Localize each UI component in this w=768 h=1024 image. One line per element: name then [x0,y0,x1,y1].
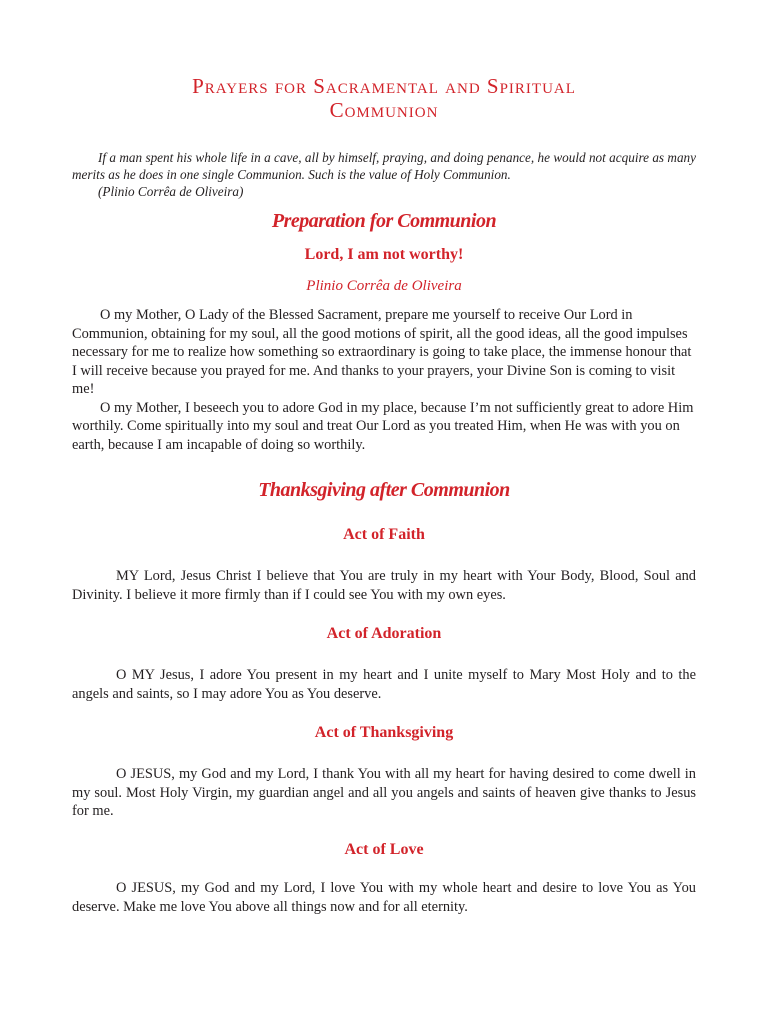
act-text-faith [72,567,696,604]
act-title-love: Act of Love [344,841,424,858]
act-paragraph: O MY Jesus, I adore You present in my heart and I unite myself to Mary Most Holy and to the angels and saints, so I may adore You as You deserve. [72,667,696,702]
act-paragraph: O JESUS, my God and my Lord, I thank You with all my heart for having desired to come dwell in my soul. Most Holy Virgin, my guardian angel and all you angels and saints of heaven give thanks to Jesus for me. [72,766,696,819]
section-heading-preparation: Preparation for Communion [271,210,497,232]
act-title-faith: Act of Faith [343,526,425,543]
prayer-author: Plinio Corrêa de Oliveira [306,278,462,294]
act-text-thanksgiving [72,765,696,821]
act-text-adoration [72,666,696,703]
quote-attribution: (Plinio Corrêa de Oliveira) [98,184,244,199]
act-text-love [72,879,696,916]
preparation-prayer-text [72,306,696,454]
act-title-thanksgiving: Act of Thanksgiving [314,724,454,741]
page-title [0,74,768,122]
section-heading-thanksgiving: Thanksgiving after Communion [258,479,510,501]
page-title-line-2: Communion [329,98,439,122]
prayer-paragraph: O my Mother, O Lady of the Blessed Sacrament, prepare me yourself to receive Our Lord in Communion, obtaining for my soul, all the good motions of spirit, all the good ideas, all the good impulses necessary for me to realize how something so extraordinary is going to take place, the immense honour that I will receive because you prayed for me. And thanks to your prayers, your Divine Son is coming to visit me! [72,307,692,397]
act-paragraph: O JESUS, my God and my Lord, I love You with my whole heart and desire to love You as You deserve. Make me love You above all things now and for all eternity. [72,880,696,915]
act-paragraph: MY Lord, Jesus Christ I believe that You are truly in my heart with Your Body, Blood, Soul and Divinity. I believe it more firmly than if I could see You with my own eyes. [72,568,696,603]
page-title-line-1: Prayers for Sacramental and Spiritual [192,74,576,98]
prayer-paragraph: O my Mother, I beseech you to adore God in my place, because I’m not sufficiently great to adore Him worthily. Come spiritually into my soul and treat Our Lord as you treated Him, when He was with you on earth, because I am incapable of doing so worthily. [72,399,694,453]
epigraph-quote [72,149,696,200]
quote-text: If a man spent his whole life in a cave, all by himself, praying, and doing penance, he would not acquire as many merits as he does in one single Communion. Such is the value of Holy Communion. [72,150,696,182]
prayer-title-not-worthy: Lord, I am not worthy! [304,246,464,263]
act-title-adoration: Act of Adoration [326,625,442,642]
